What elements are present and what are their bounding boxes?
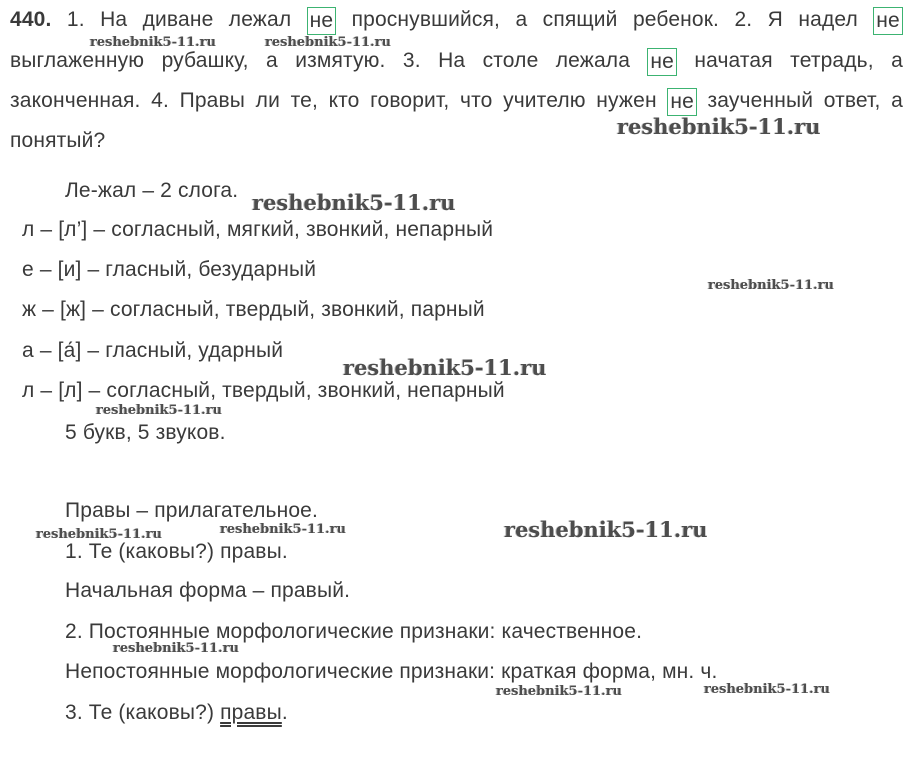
- watermark: reshebnik5-11.ru: [343, 355, 547, 380]
- word: а: [515, 8, 528, 31]
- word: нужен: [596, 89, 657, 112]
- morph-point-3: [65, 700, 288, 726]
- word: 3.: [402, 49, 421, 72]
- exercise-line-1: [10, 7, 903, 35]
- highlighted-particle: не: [647, 48, 677, 76]
- word: измятую.: [295, 49, 386, 72]
- word: надел: [798, 8, 858, 31]
- word: лежал: [228, 8, 292, 31]
- watermark: reshebnik5-11.ru: [704, 682, 831, 697]
- highlighted-particle: не: [667, 88, 697, 116]
- word: учителю: [503, 89, 586, 112]
- word: ответ,: [823, 89, 881, 112]
- phonetic-row: е – [и] – гласный, безударный: [22, 258, 317, 281]
- watermark: reshebnik5-11.ru: [36, 527, 163, 542]
- word: Я: [767, 8, 783, 31]
- word: рубашку,: [161, 49, 249, 72]
- word: ребенок.: [632, 8, 720, 31]
- morph-point-1: 1. Те (каковы?) правы.: [65, 540, 288, 563]
- word: диване: [142, 8, 214, 31]
- word: На: [438, 49, 466, 72]
- word: столе: [482, 49, 539, 72]
- watermark: reshebnik5-11.ru: [708, 278, 835, 293]
- morph-initial-form: Начальная форма – правый.: [65, 579, 351, 602]
- watermark: reshebnik5-11.ru: [504, 517, 708, 542]
- exercise-line-3: [10, 88, 903, 116]
- watermark: reshebnik5-11.ru: [113, 641, 240, 656]
- watermark: reshebnik5-11.ru: [90, 35, 217, 50]
- exercise-line-2: [10, 48, 903, 76]
- word: кто: [328, 89, 360, 112]
- phonetic-row: л – [л’] – согласный, мягкий, звонкий, непарный: [22, 218, 494, 241]
- watermark: reshebnik5-11.ru: [617, 114, 821, 139]
- word: 2.: [734, 8, 753, 31]
- highlighted-particle: не: [307, 7, 337, 35]
- word: проснувшийся,: [351, 8, 501, 31]
- word: законченная.: [10, 89, 141, 112]
- word: заученный: [707, 89, 814, 112]
- watermark: reshebnik5-11.ru: [496, 684, 623, 699]
- word: говорит,: [370, 89, 450, 112]
- word: лежала: [555, 49, 631, 72]
- word: спящий: [542, 8, 618, 31]
- phonetic-title: Ле-жал – 2 слога.: [65, 179, 239, 202]
- word: начатая: [694, 49, 773, 72]
- word: а: [891, 49, 903, 72]
- watermark: reshebnik5-11.ru: [96, 403, 223, 418]
- phonetic-summary: 5 букв, 5 звуков.: [65, 421, 226, 444]
- word: выглаженную: [10, 49, 145, 72]
- phonetic-row: л – [л] – согласный, твердый, звонкий, непарный: [22, 379, 505, 402]
- word: ли: [255, 89, 280, 112]
- word: На: [100, 8, 128, 31]
- predicate-word: правы: [220, 701, 282, 724]
- period: .: [281, 701, 288, 724]
- phonetic-row: ж – [ж] – согласный, твердый, звонкий, парный: [22, 298, 485, 321]
- watermark: reshebnik5-11.ru: [265, 35, 392, 50]
- word: что: [459, 89, 493, 112]
- word: тетрадь,: [790, 49, 874, 72]
- highlighted-particle: не: [873, 7, 903, 35]
- morph-point-2: 2. Постоянные морфологические признаки: качественное.: [65, 620, 643, 643]
- morph-point-3-text: 3. Те (каковы?): [65, 701, 221, 724]
- word: а: [266, 49, 278, 72]
- morph-title: Правы – прилагательное.: [65, 499, 318, 522]
- watermark: reshebnik5-11.ru: [252, 190, 456, 215]
- exercise-number: 440.: [10, 8, 52, 31]
- word: 4.: [151, 89, 169, 112]
- word: те,: [290, 89, 318, 112]
- word: а: [891, 89, 903, 112]
- exercise-line-4: понятый?: [10, 129, 106, 152]
- word: 1.: [66, 8, 85, 31]
- word: Правы: [179, 89, 246, 112]
- morph-variable-features: Непостоянные морфологические признаки: краткая форма, мн. ч.: [65, 660, 718, 683]
- watermark: reshebnik5-11.ru: [220, 522, 347, 537]
- phonetic-row: а – [а́] – гласный, ударный: [22, 339, 284, 362]
